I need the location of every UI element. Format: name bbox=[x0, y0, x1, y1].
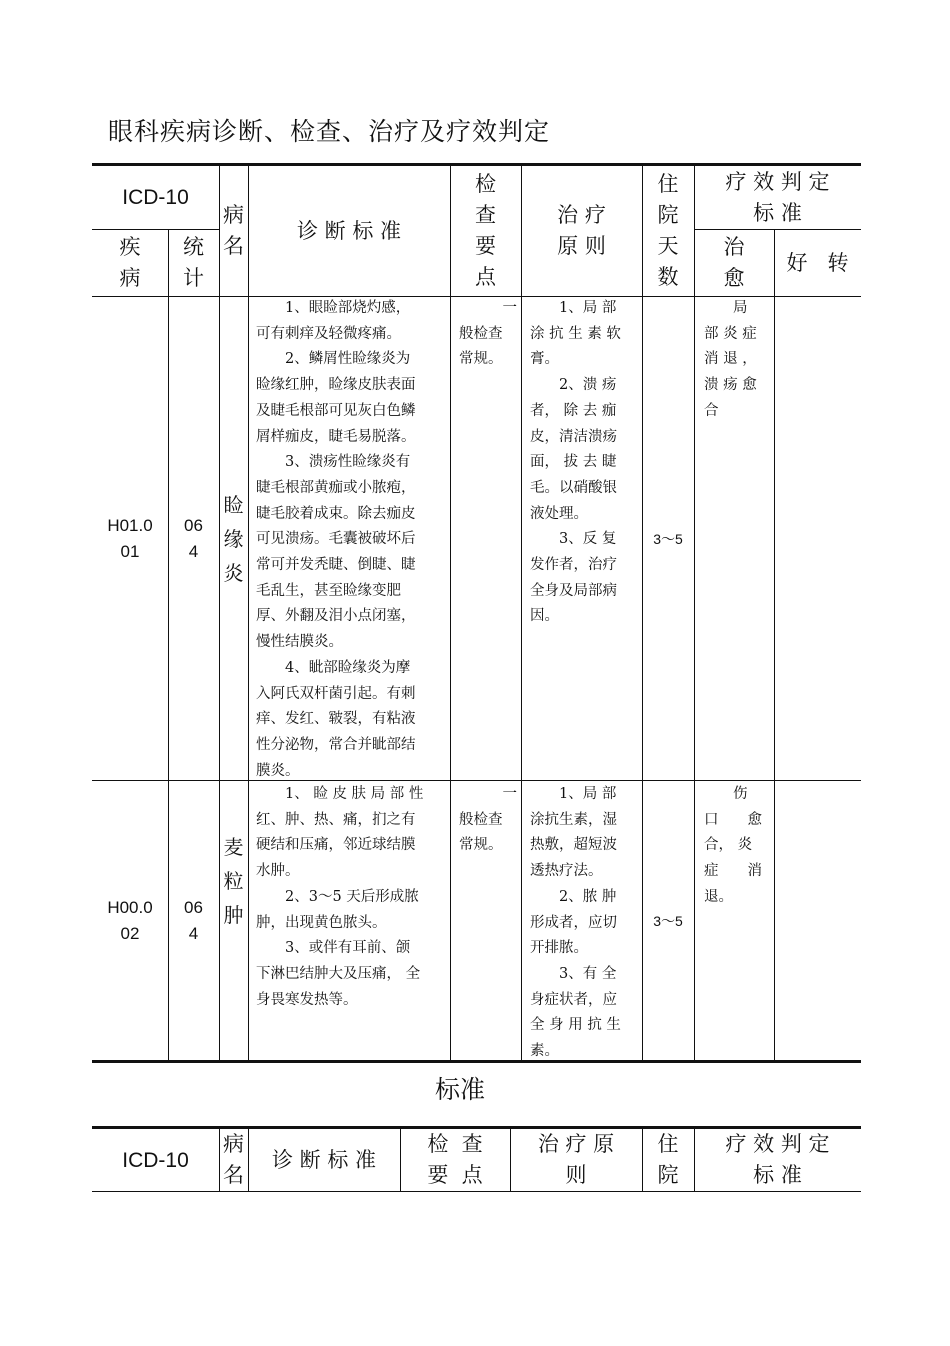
header-efficacy: 疗 效 判 定 标 准 bbox=[725, 169, 830, 225]
stat-code: 06 4 bbox=[184, 515, 203, 561]
header-disease-name: 病 名 bbox=[223, 1132, 244, 1187]
header-treatment: 治 疗 原 则 bbox=[557, 203, 606, 258]
diagnosis-text: 1、眼睑部烧灼感， 可有刺痒及轻微疼痛。 2、鳞屑性睑缘炎为 睑缘红肿，睑缘皮肤表面 及睫毛根部可见灰白色鳞 屑样痂皮，睫毛易脱落。 3、溃疡性睑缘炎有 睫毛根部黄痂或小脓疱， 睫毛胶着成束。除去痂皮 可见溃疡。毛囊被破坏后 常可并发秃睫、倒睫、睫 毛乱生，甚至睑缘变肥 厚、外翻及泪小点闭塞， 慢性结膜炎。 4、眦部睑缘炎为摩 入阿氏双杆菌引起。有刺 痒、发红、皲裂，有粘液 性分泌物，常合并眦部结 膜炎。 bbox=[256, 300, 416, 779]
header-stay: 住 院 bbox=[657, 1132, 679, 1187]
stay-days: 3～5 bbox=[653, 530, 683, 547]
disease-name: 麦 粒 肿 bbox=[223, 835, 244, 927]
header-diagnosis: 诊 断 标 准 bbox=[271, 1147, 377, 1172]
stat-code: 06 4 bbox=[184, 897, 203, 943]
icd-code: H01.0 01 bbox=[107, 515, 153, 561]
header-stay-days: 住 院 天 数 bbox=[657, 172, 679, 289]
col-line bbox=[774, 229, 775, 1061]
treatment-text: 1、局 部 涂抗生素，湿 热敷，超短波 透热疗法。 2、脓 肿 形成者，应切 开排脓。 3、有 全 身症状者，应 全 身 用 抗 生 素。 bbox=[530, 786, 621, 1060]
header-exam: 检 查 要 点 bbox=[475, 172, 496, 289]
header-icd: ICD-10 bbox=[122, 1148, 189, 1172]
exam-text: 一 般检查 常规。 bbox=[459, 786, 517, 854]
col-line bbox=[521, 165, 522, 1061]
section-label: 标准 bbox=[435, 1075, 486, 1104]
header-exam: 检 查 要 点 bbox=[427, 1132, 483, 1187]
header-disease-code: 疾 病 bbox=[119, 235, 141, 290]
table-bottom-rule bbox=[92, 1060, 861, 1063]
header-cured: 治 愈 bbox=[723, 235, 745, 290]
cured-text: 局 部 炎 症 消 退 ， 溃 疡 愈 合 bbox=[704, 300, 757, 419]
col-line bbox=[248, 165, 249, 1061]
treatment-text: 1、局 部 涂 抗 生 素 软 膏。 2、溃 疡 者， 除 去 痂 皮，清洁溃疡 面， 拔 去 睫 毛。以硝酸银 液处理。 3、反 复 发作者，治疗 全身及局部病 因。 bbox=[530, 300, 621, 625]
icd-code: H00.0 02 bbox=[107, 897, 153, 943]
header-improved: 好 转 bbox=[786, 250, 849, 275]
header-disease-name: 病 名 bbox=[223, 203, 244, 258]
header-diagnosis: 诊 断 标 准 bbox=[296, 218, 402, 243]
col-line bbox=[450, 165, 451, 1061]
header-stat-code: 统 计 bbox=[183, 235, 204, 290]
header-efficacy: 疗 效 判 定 标 准 bbox=[725, 1132, 830, 1187]
header-icd: ICD-10 bbox=[122, 186, 189, 209]
col-line bbox=[694, 165, 695, 1061]
stay-days: 3～5 bbox=[653, 912, 683, 929]
exam-text: 一 般检查 常规。 bbox=[459, 300, 517, 368]
disease-name: 睑 缘 炎 bbox=[223, 492, 244, 585]
cured-text: 伤 口 愈 合， 炎 症 消 退。 bbox=[704, 786, 762, 905]
header-treatment: 治 疗 原 则 bbox=[537, 1132, 615, 1187]
diagnosis-text: 1、 睑 皮 肤 局 部 性 红、肿、热、痛，扪之有 硬结和压痛，邻近球结膜 水肿。 2、3～5 天后形成脓 肿，出现黄色脓头。 3、或伴有耳前、颌 下淋巴结肿大及压痛， 全 身畏寒发热等。 bbox=[256, 786, 424, 1008]
table2-bottom-rule bbox=[92, 1191, 861, 1192]
page-title: 眼科疾病诊断、检查、治疗及疗效判定 bbox=[108, 117, 551, 146]
